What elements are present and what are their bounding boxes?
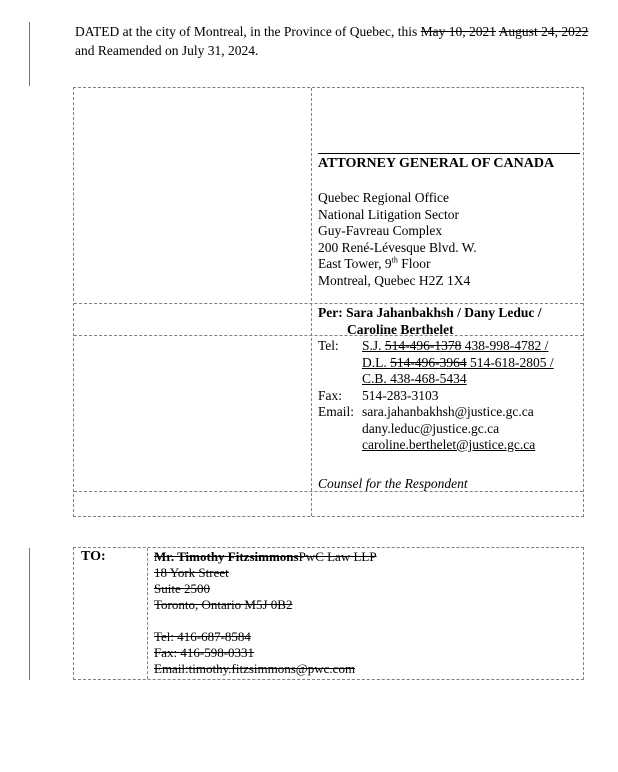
- signature-table: [73, 87, 584, 517]
- to-table: [73, 547, 584, 680]
- fax-row: [318, 388, 579, 405]
- email-values: [362, 404, 535, 454]
- table-divider: [74, 303, 583, 304]
- struck-address-line: Toronto, Ontario M5J 0B2: [154, 597, 293, 612]
- address-line: 200 René-Lévesque Blvd. W.: [318, 239, 477, 255]
- address-line: Montreal, Quebec H2Z 1X4: [318, 272, 471, 288]
- address-line: Guy-Favreau Complex: [318, 223, 443, 238]
- tel-row: [318, 338, 579, 388]
- dated-text-suffix: and Reamended on July 31, 2024.: [75, 43, 259, 58]
- struck-phone: 514-496-1378: [384, 338, 462, 353]
- struck-email: Email:timothy.fitzsimmons@pwc.com: [154, 661, 356, 676]
- tower-text: East Tower, 9: [318, 256, 392, 271]
- fax-value: 514-283-3103: [362, 387, 439, 403]
- tower-text: Floor: [397, 256, 431, 271]
- office-address: [318, 190, 579, 289]
- struck-name: PwC Law LLP: [298, 549, 377, 564]
- counsel-label: Counsel for the Respondent: [318, 476, 468, 491]
- tel-label: Tel:: [318, 338, 339, 353]
- recipient-name: [154, 549, 377, 565]
- struck-tel: Tel: 416-687-8584: [154, 629, 251, 644]
- fax-label: Fax:: [318, 387, 343, 403]
- recipient-block: [154, 549, 377, 677]
- phone: C.B. 438-468-5434: [362, 371, 467, 386]
- email-label: Email:: [318, 404, 354, 419]
- address-line: National Litigation Sector: [318, 206, 459, 222]
- address-line: [318, 256, 579, 273]
- separator: /: [546, 354, 554, 370]
- struck-date: August 24, 2022: [498, 24, 589, 39]
- revision-margin-bar: [29, 548, 30, 680]
- dated-text-prefix: DATED at the city of Montreal, in the Province of Quebec, this: [75, 24, 421, 39]
- to-label: TO:: [81, 549, 106, 564]
- per-line: Caroline Berthelet: [347, 321, 454, 337]
- table-divider: [147, 548, 148, 679]
- phone: 438-998-4782: [461, 338, 542, 353]
- email-address: sara.jahanbakhsh@justice.gc.ca: [362, 404, 534, 419]
- tel-initials: D.L.: [362, 354, 391, 370]
- struck-address-line: Suite 2500: [154, 581, 210, 596]
- signature-line: [318, 153, 580, 154]
- address-line: Quebec Regional Office: [318, 190, 449, 205]
- contact-block: [318, 338, 579, 454]
- per-signatories: [318, 305, 579, 338]
- per-line: Per: Sara Jahanbakhsh / Dany Leduc /: [318, 305, 542, 320]
- revision-margin-bar: [29, 22, 30, 86]
- tel-initials: S.J.: [362, 338, 385, 353]
- dated-paragraph: [75, 22, 590, 60]
- phone: 514-618-2805: [466, 354, 547, 370]
- email-address: dany.leduc@justice.gc.ca: [362, 420, 500, 436]
- struck-name: Mr. Timothy Fitzsimmons: [154, 549, 299, 564]
- tel-values: [362, 338, 554, 388]
- struck-date: May 10, 2021: [420, 24, 497, 39]
- agency-name: ATTORNEY GENERAL OF CANADA: [318, 156, 555, 171]
- tower-sup: th: [391, 255, 398, 265]
- separator: /: [541, 338, 549, 353]
- table-divider: [311, 88, 312, 516]
- struck-fax: Fax: 416-598-0331: [154, 645, 255, 660]
- email-address: caroline.berthelet@justice.gc.ca: [362, 437, 536, 452]
- struck-phone: 514-496-3964: [390, 354, 467, 370]
- struck-address-line: 18 York Street: [154, 565, 229, 580]
- email-row: [318, 404, 579, 454]
